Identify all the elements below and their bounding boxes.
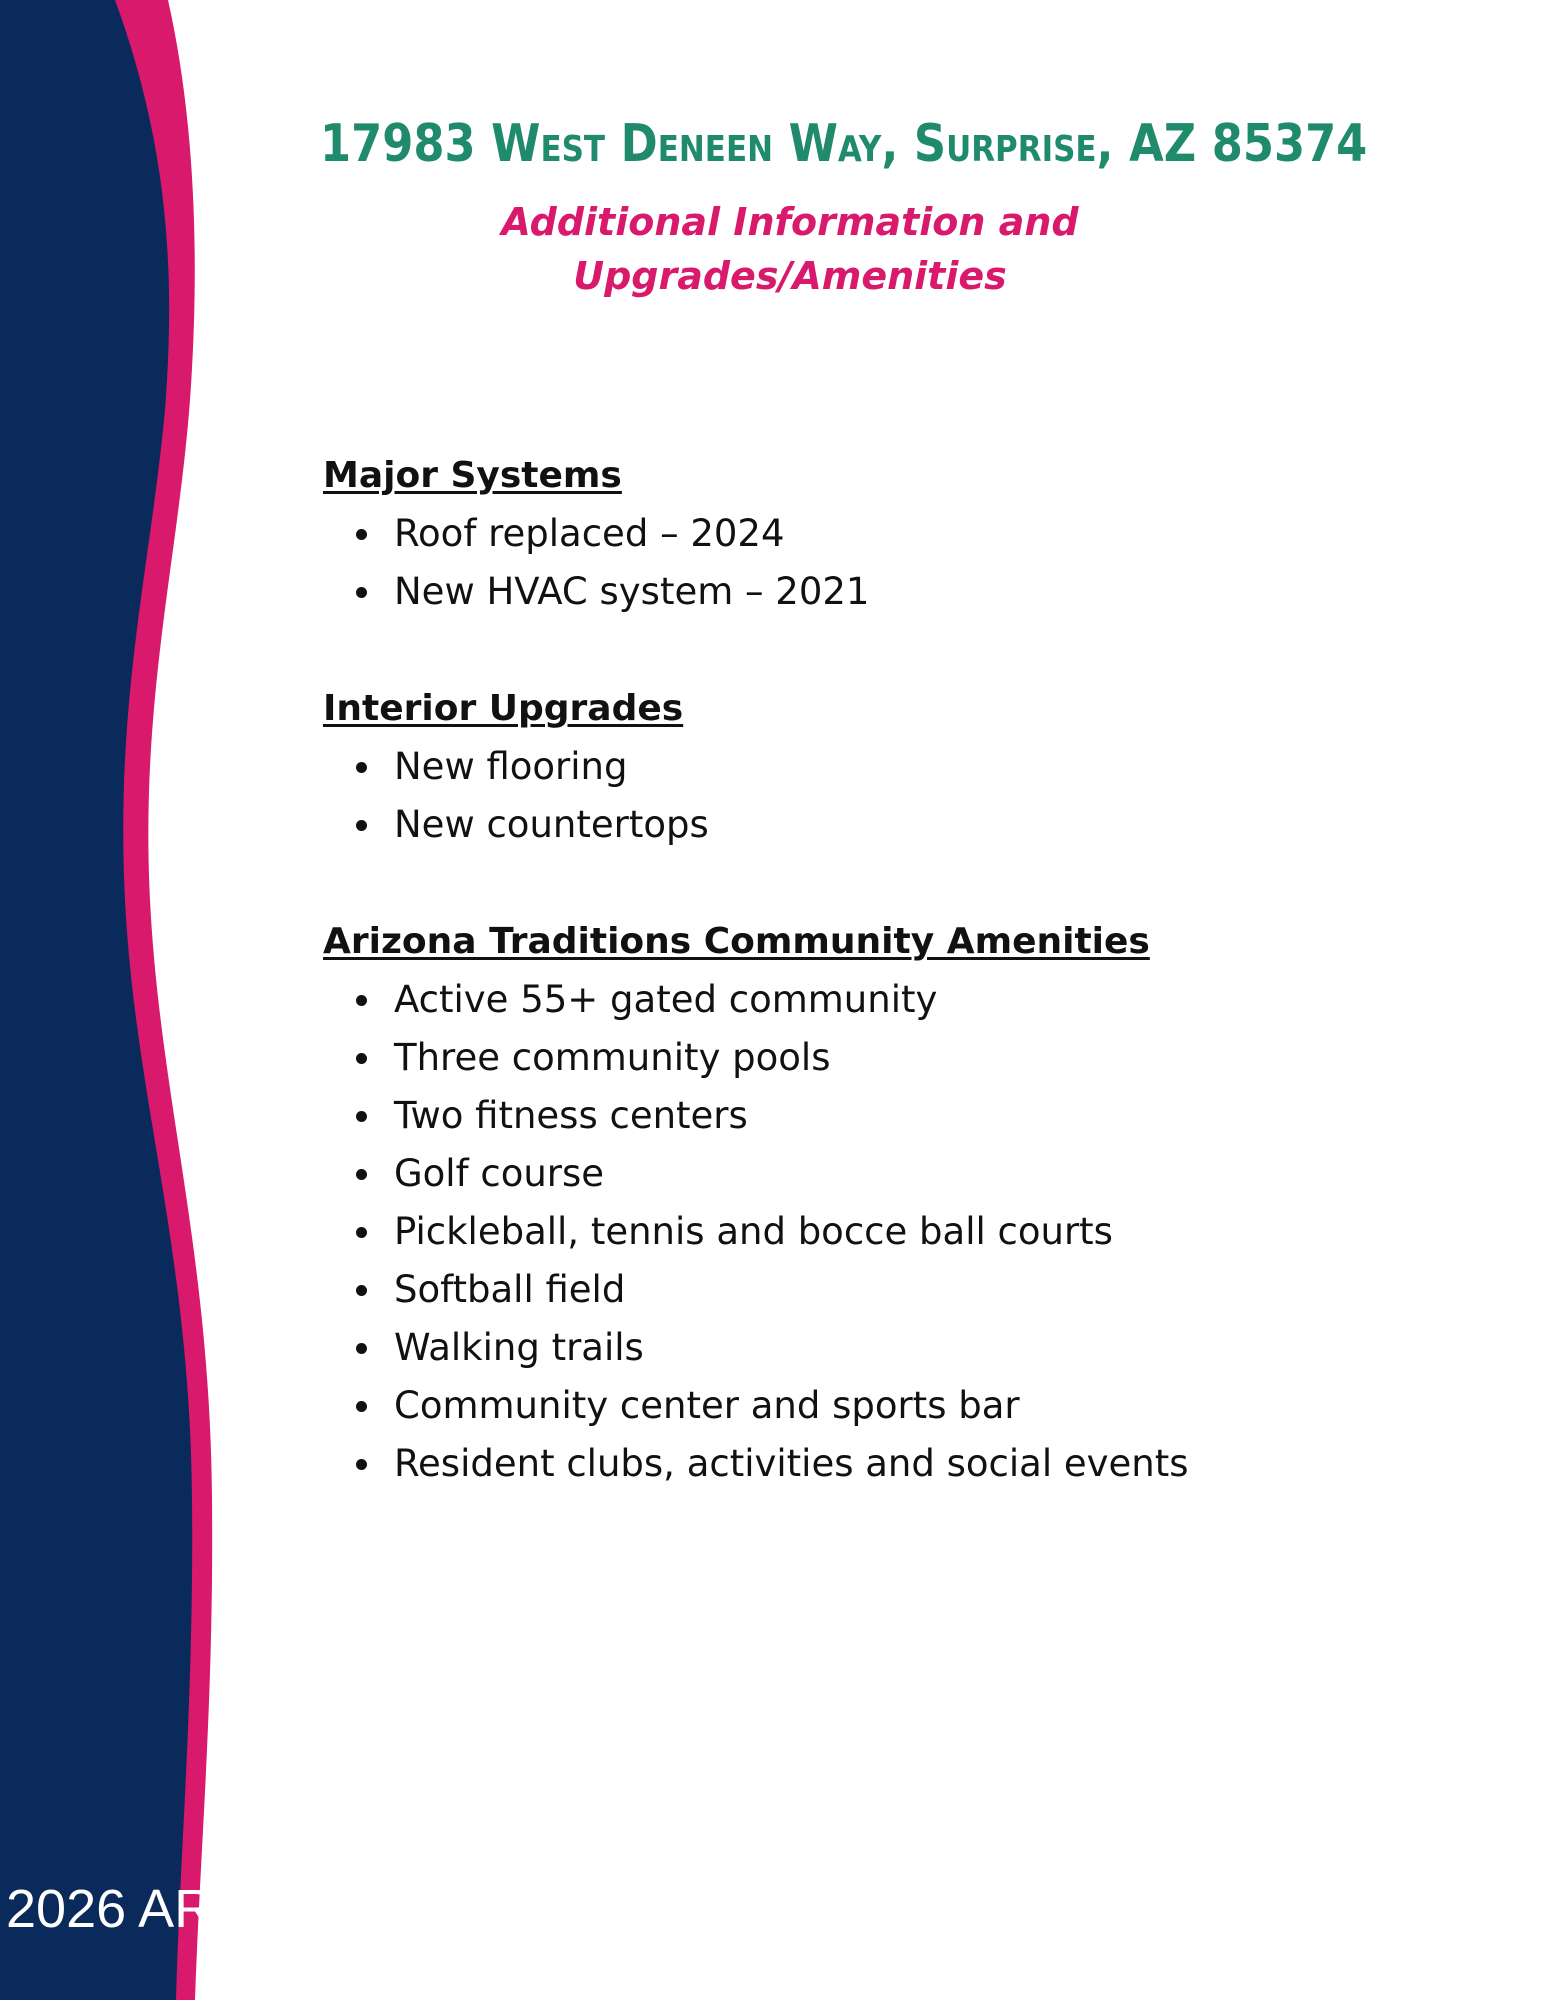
list-item-text: Community center and sports bar — [394, 1384, 1020, 1427]
list-item — [323, 563, 869, 621]
navy-wave-panel — [0, 0, 192, 2000]
section-heading-interior-upgrades: Interior Upgrades — [323, 688, 684, 729]
bullet-icon — [356, 1459, 367, 1470]
list-item-text: Softball field — [394, 1268, 626, 1311]
list-item — [323, 1087, 1189, 1145]
bullet-icon — [356, 1169, 367, 1180]
list-item — [323, 738, 709, 796]
list-item — [323, 1435, 1189, 1493]
list-item — [323, 505, 869, 563]
bullet-icon — [356, 1401, 367, 1412]
property-address-title: 17983 West Deneen Way, Surprise, AZ 85374 — [320, 114, 1368, 174]
page-subtitle: Additional Information and Upgrades/Amenities — [501, 200, 1079, 298]
bullet-icon — [356, 1227, 367, 1238]
section-interior-upgrades — [323, 686, 709, 854]
bullet-icon — [356, 995, 367, 1006]
bullet-icon — [356, 762, 367, 773]
list-item-text: Three community pools — [394, 1036, 831, 1079]
bullet-icon — [356, 1285, 367, 1296]
list-item — [323, 796, 709, 854]
list-item-text: Roof replaced – 2024 — [394, 512, 785, 555]
section-heading-major-systems: Major Systems — [323, 455, 622, 496]
bullet-icon — [356, 529, 367, 540]
list-item-text: Active 55+ gated community — [394, 978, 938, 1021]
section-heading-community-amenities: Arizona Traditions Community Amenities — [323, 921, 1150, 962]
interior-upgrades-list — [323, 738, 709, 854]
list-item-text: Golf course — [394, 1152, 605, 1195]
list-item-text: Pickleball, tennis and bocce ball courts — [394, 1210, 1113, 1253]
armls-watermark: 2026 ARMLS — [6, 1879, 325, 1939]
list-item — [323, 1377, 1189, 1435]
decorative-wave-border — [0, 0, 240, 2000]
list-item-text: New HVAC system – 2021 — [394, 570, 870, 613]
major-systems-list — [323, 505, 869, 621]
list-item-text: New flooring — [394, 745, 628, 788]
community-amenities-list — [323, 971, 1189, 1493]
section-major-systems — [323, 453, 869, 621]
section-community-amenities — [323, 919, 1189, 1493]
list-item — [323, 1145, 1189, 1203]
bullet-icon — [356, 1053, 367, 1064]
list-item — [323, 1261, 1189, 1319]
bullet-icon — [356, 1111, 367, 1122]
list-item — [323, 1029, 1189, 1087]
list-item-text: New countertops — [394, 803, 709, 846]
bullet-icon — [356, 587, 367, 598]
list-item — [323, 971, 1189, 1029]
list-item — [323, 1203, 1189, 1261]
bullet-icon — [356, 1343, 367, 1354]
list-item-text: Two fitness centers — [394, 1094, 748, 1137]
list-item-text: Resident clubs, activities and social events — [394, 1442, 1189, 1485]
list-item-text: Walking trails — [394, 1326, 644, 1369]
list-item — [323, 1319, 1189, 1377]
bullet-icon — [356, 820, 367, 831]
